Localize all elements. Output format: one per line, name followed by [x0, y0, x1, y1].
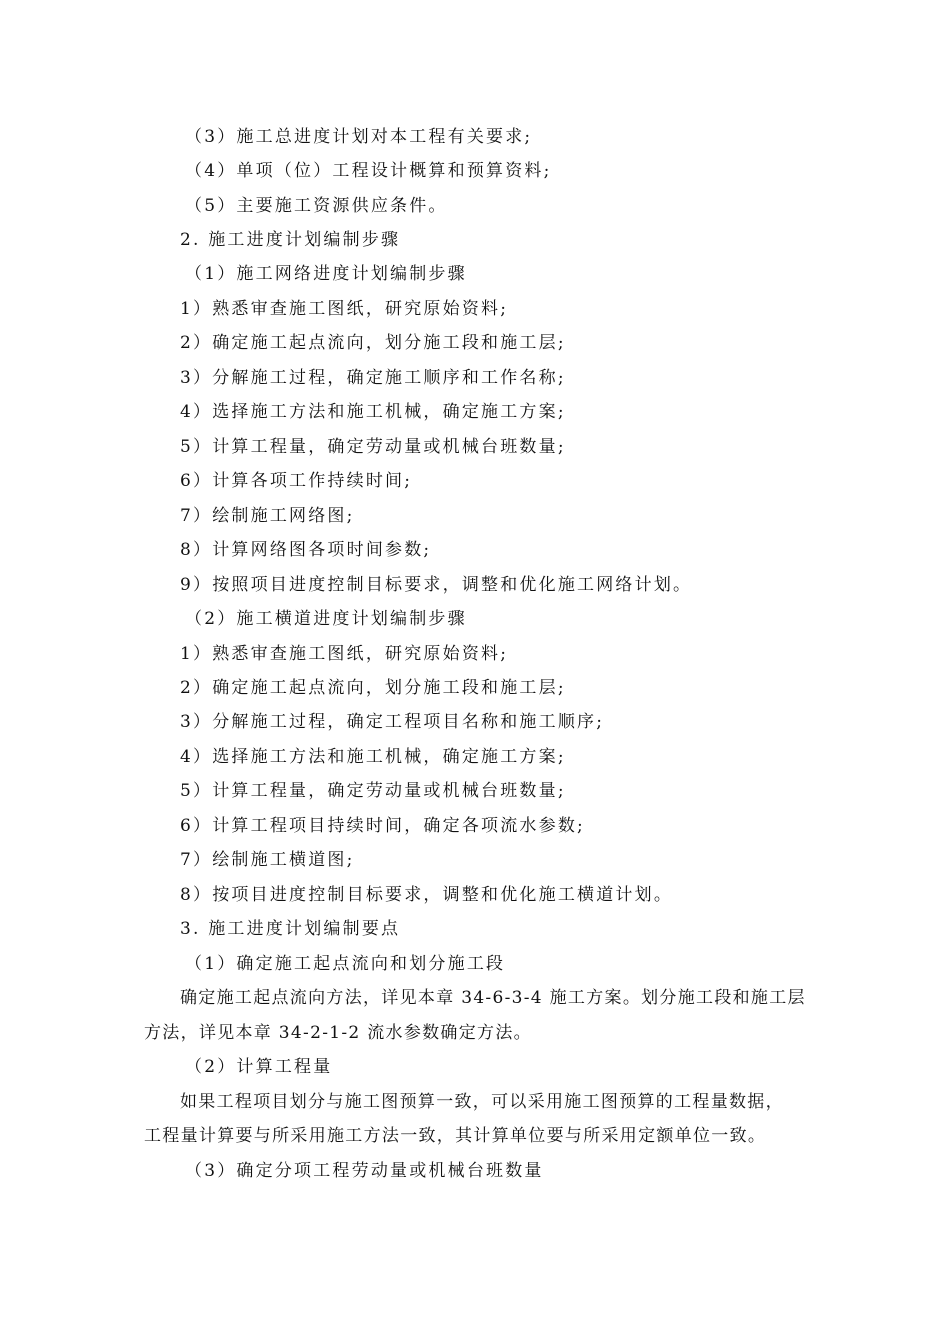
paragraph-line: 方法，详见本章 34-2-1-2 流水参数确定方法。	[144, 1023, 532, 1043]
list-item: 4）选择施工方法和施工机械，确定施工方案;	[180, 747, 566, 767]
section-heading: 3. 施工进度计划编制要点	[180, 919, 401, 939]
section-heading: 2. 施工进度计划编制步骤	[180, 230, 401, 250]
paragraph-line: 确定施工起点流向方法，详见本章 34-6-3-4 施工方案。划分施工段和施工层	[180, 988, 806, 1008]
list-item: 3）分解施工过程，确定工程项目名称和施工顺序;	[180, 712, 605, 732]
list-item: 2）确定施工起点流向，划分施工段和施工层;	[180, 333, 566, 353]
list-item: 9）按照项目进度控制目标要求，调整和优化施工网络计划。	[180, 575, 693, 595]
list-item: 7）绘制施工网络图;	[180, 506, 355, 526]
subsection-heading: （1）施工网络进度计划编制步骤	[185, 264, 467, 284]
list-item: 3）分解施工过程，确定施工顺序和工作名称;	[180, 368, 566, 388]
list-item: 7）绘制施工横道图;	[180, 850, 355, 870]
list-item: 1）熟悉审查施工图纸，研究原始资料;	[180, 299, 509, 319]
subsection-heading: （2）施工横道进度计划编制步骤	[185, 609, 467, 629]
list-item: 8）计算网络图各项时间参数;	[180, 540, 432, 560]
subsection-heading: （2）计算工程量	[185, 1057, 333, 1077]
list-item: 2）确定施工起点流向，划分施工段和施工层;	[180, 678, 566, 698]
list-item: 4）选择施工方法和施工机械，确定施工方案;	[180, 402, 566, 422]
list-item: 8）按项目进度控制目标要求，调整和优化施工横道计划。	[180, 885, 674, 905]
text-line: （3）施工总进度计划对本工程有关要求;	[185, 127, 533, 147]
subsection-heading: （3）确定分项工程劳动量或机械台班数量	[185, 1161, 544, 1181]
paragraph-line: 如果工程项目划分与施工图预算一致，可以采用施工图预算的工程量数据，	[180, 1092, 784, 1112]
subsection-heading: （1）确定施工起点流向和划分施工段	[185, 954, 506, 974]
text-line: （5）主要施工资源供应条件。	[185, 196, 448, 216]
list-item: 5）计算工程量，确定劳动量或机械台班数量;	[180, 781, 566, 801]
list-item: 5）计算工程量，确定劳动量或机械台班数量;	[180, 437, 566, 457]
paragraph-line: 工程量计算要与所采用施工方法一致，其计算单位要与所采用定额单位一致。	[144, 1126, 767, 1146]
text-line: （4）单项（位）工程设计概算和预算资料;	[185, 161, 552, 181]
list-item: 6）计算工程项目持续时间，确定各项流水参数;	[180, 816, 585, 836]
list-item: 6）计算各项工作持续时间;	[180, 471, 413, 491]
list-item: 1）熟悉审查施工图纸，研究原始资料;	[180, 644, 509, 664]
